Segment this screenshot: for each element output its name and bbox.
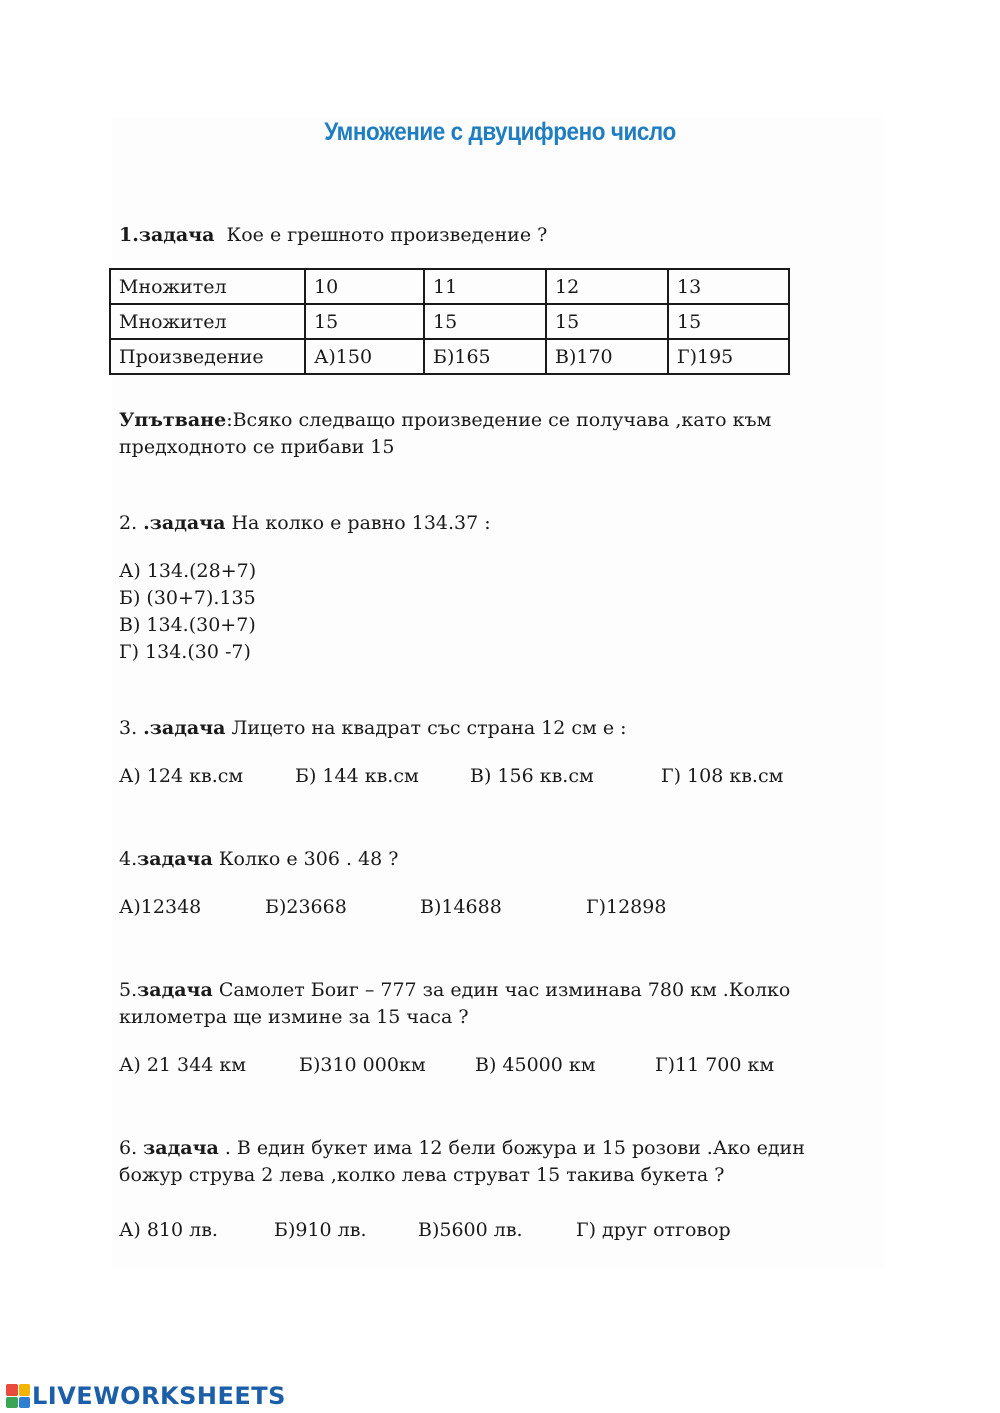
- task1-heading: [119, 222, 547, 249]
- multiplication-table: [109, 268, 790, 375]
- table-row: [110, 339, 789, 374]
- answer-option-c[interactable]: В)170: [546, 339, 668, 374]
- task2-number: 2.: [119, 512, 144, 534]
- task5-option-a[interactable]: А) 21 344 км: [119, 1054, 247, 1076]
- task6-option-d[interactable]: Г) друг отговор: [576, 1219, 731, 1241]
- task5-number: 5.: [119, 979, 138, 1001]
- table-cell: 10: [305, 269, 424, 304]
- answer-option-a[interactable]: А)150: [305, 339, 424, 374]
- task2-label: .задача: [143, 512, 226, 534]
- logo-mark-icon: [6, 1384, 30, 1408]
- task5-heading: [119, 977, 790, 1004]
- task4-option-a[interactable]: А)12348: [119, 896, 202, 918]
- liveworksheets-logo: [6, 1380, 286, 1412]
- logo-text: LIVEWORKSHEETS: [32, 1382, 286, 1410]
- task3-option-d[interactable]: Г) 108 кв.см: [661, 765, 784, 787]
- task5-label: задача: [137, 979, 213, 1001]
- table-cell: Множител: [110, 304, 305, 339]
- task4-question: Колко е 306 . 48 ?: [212, 848, 399, 870]
- task5-option-d[interactable]: Г)11 700 км: [655, 1054, 775, 1076]
- task5-question-line2: километра ще измине за 15 часа ?: [119, 1006, 469, 1028]
- task2-option-d[interactable]: Г) 134.(30 -7): [119, 641, 251, 663]
- task6-number: 6.: [119, 1137, 144, 1159]
- task2-option-a[interactable]: А) 134.(28+7): [119, 560, 257, 582]
- answer-option-b[interactable]: Б)165: [424, 339, 546, 374]
- task6-question-line1: . В един букет има 12 бели божура и 15 розови .Ако един: [218, 1137, 805, 1159]
- task3-heading: [119, 715, 627, 742]
- task5-question-line1: Самолет Боиг – 777 за един час изминава 780 км .Колко: [212, 979, 791, 1001]
- task3-label: .задача: [143, 717, 226, 739]
- table-row: [110, 304, 789, 339]
- task3-option-a[interactable]: А) 124 кв.см: [119, 765, 244, 787]
- task6-option-c[interactable]: В)5600 лв.: [418, 1219, 523, 1241]
- table-cell: Произведение: [110, 339, 305, 374]
- table-cell: 13: [668, 269, 789, 304]
- table-cell: Множител: [110, 269, 305, 304]
- task2-heading: [119, 510, 491, 537]
- task1-hint: [119, 407, 771, 434]
- hint-text-line1: :Всяко следващо произведение се получава ,като към: [226, 409, 772, 431]
- task1-label: 1.задача: [119, 224, 215, 246]
- table-cell: 15: [668, 304, 789, 339]
- table-cell: 15: [546, 304, 668, 339]
- table-cell: 15: [424, 304, 546, 339]
- task5-option-b[interactable]: Б)310 000км: [299, 1054, 426, 1076]
- task3-option-c[interactable]: В) 156 кв.см: [470, 765, 594, 787]
- task2-option-b[interactable]: Б) (30+7).135: [119, 587, 256, 609]
- table-row: [110, 269, 789, 304]
- logo-tile: [19, 1397, 31, 1409]
- page-title: Умножение с двуцифрено число: [324, 118, 676, 146]
- task6-question-line2: божур струва 2 лева ,колко лева струват 15 такива букета ?: [119, 1164, 725, 1186]
- task3-option-b[interactable]: Б) 144 кв.см: [295, 765, 419, 787]
- table-cell: 12: [546, 269, 668, 304]
- task4-option-c[interactable]: В)14688: [420, 896, 502, 918]
- answer-option-d[interactable]: Г)195: [668, 339, 789, 374]
- task4-label: задача: [137, 848, 213, 870]
- task5-option-c[interactable]: В) 45000 км: [475, 1054, 596, 1076]
- task6-label: задача: [143, 1137, 219, 1159]
- task4-heading: [119, 846, 398, 873]
- task2-option-c[interactable]: В) 134.(30+7): [119, 614, 256, 636]
- task6-heading: [119, 1135, 805, 1162]
- task4-number: 4.: [119, 848, 138, 870]
- task1-question: Кое е грешното произведение ?: [226, 224, 548, 246]
- hint-text-line2: предходното се прибави 15: [119, 436, 395, 458]
- task3-number: 3.: [119, 717, 144, 739]
- task6-option-a[interactable]: А) 810 лв.: [119, 1219, 218, 1241]
- hint-label: Упътване: [119, 409, 227, 431]
- task2-question: На колко е равно 134.37 :: [225, 512, 491, 534]
- task4-option-b[interactable]: Б)23668: [265, 896, 347, 918]
- logo-tile: [6, 1384, 18, 1396]
- task4-option-d[interactable]: Г)12898: [586, 896, 667, 918]
- logo-tile: [6, 1397, 18, 1409]
- table-cell: 15: [305, 304, 424, 339]
- task6-option-b[interactable]: Б)910 лв.: [274, 1219, 367, 1241]
- table-cell: 11: [424, 269, 546, 304]
- task3-question: Лицето на квадрат със страна 12 см е :: [225, 717, 627, 739]
- logo-tile: [19, 1384, 31, 1396]
